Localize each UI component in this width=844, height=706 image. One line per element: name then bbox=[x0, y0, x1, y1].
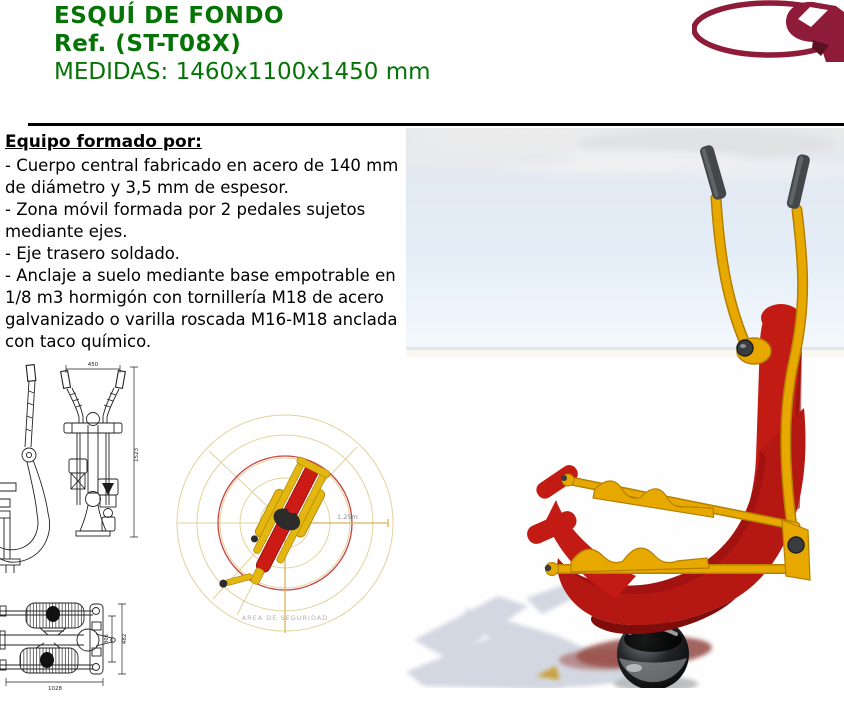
brand-logo bbox=[692, 0, 844, 66]
description-item: - Anclaje a suelo mediante base empotrable en 1/8 m3 hormigón con tornillería M18 de acero galvanizado o varilla roscada M16-M18 anclada con taco químico. bbox=[5, 266, 398, 351]
plan-width-dim: 482 bbox=[122, 633, 128, 645]
product-render-svg bbox=[406, 128, 844, 688]
equipment-description bbox=[5, 131, 411, 353]
technical-drawings-svg bbox=[0, 355, 410, 706]
brand-logo-icon bbox=[692, 0, 844, 66]
front-height-dim: 1523 bbox=[134, 448, 140, 462]
description-heading: Equipo formado por: bbox=[5, 132, 202, 152]
product-dimensions: MEDIDAS: 1460x1100x1450 mm bbox=[54, 59, 431, 85]
side-view-drawing bbox=[0, 365, 50, 573]
front-view-drawing bbox=[61, 362, 140, 537]
safety-area-caption: AREA DE SEGURIDAD bbox=[241, 614, 329, 622]
product-title: ESQUÍ DE FONDO bbox=[54, 3, 285, 29]
product-reference: Ref. (ST-T08X) bbox=[54, 31, 242, 57]
front-width-dim: 450 bbox=[87, 362, 99, 368]
plan-length-dim: 1028 bbox=[48, 686, 62, 692]
plan-inner-dim: 306 bbox=[104, 634, 110, 644]
header-title-block bbox=[54, 2, 431, 87]
header-divider bbox=[28, 123, 844, 126]
technical-drawings bbox=[0, 355, 410, 706]
plan-view-drawing bbox=[0, 603, 128, 692]
product-render bbox=[406, 128, 844, 688]
description-item: - Cuerpo central fabricado en acero de 140 mm de diámetro y 3,5 mm de espesor. bbox=[5, 156, 399, 197]
pivot-hub bbox=[737, 338, 771, 364]
safety-area-plan bbox=[177, 415, 393, 633]
description-item: - Zona móvil formada por 2 pedales sujetos mediante ejes. bbox=[5, 200, 366, 241]
safety-radius-label: 1,25m bbox=[337, 513, 358, 521]
description-item: - Eje trasero soldado. bbox=[5, 244, 180, 263]
